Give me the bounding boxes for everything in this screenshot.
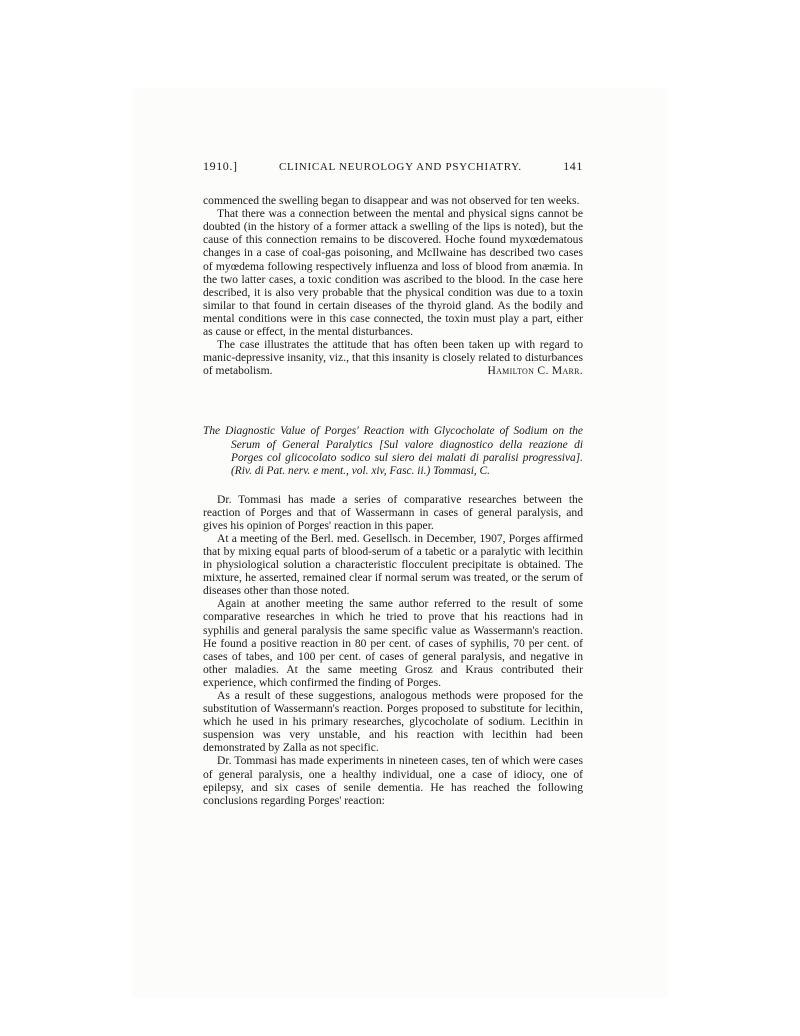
paragraph: Dr. Tommasi has made experiments in nineteen cases, ten of which were cases of general paralysis, one a healthy individual, one a case of idiocy, one of epilepsy, and six cases of senile dementia. He has reached the following conclusions regarding Porges' reaction:: [203, 754, 583, 807]
paragraph: commenced the swelling began to disappear and was not observed for ten weeks.: [203, 194, 580, 208]
author-signature: Hamilton C. Marr.: [487, 364, 583, 378]
page-content: [203, 160, 583, 807]
article-body: [203, 493, 583, 807]
paragraph: Again at another meeting the same author referred to the result of some comparative researches in which he tried to prove that his reactions had in syphilis and general paralysis the same specific value as Wassermann's reaction. He found a positive reaction in 80 per cent. of cases of syphilis, 70 per cent. of cases of tabes, and 100 per cent. of cases of general paralysis, and negative in other maladies. At the same meeting Grosz and Kraus contributed their experience, which confirmed the finding of Porges.: [203, 597, 583, 689]
paragraph: At a meeting of the Berl. med. Gesellsch. in December, 1907, Porges affirmed that by mixing equal parts of blood-serum of a tabetic or a paralytic with lecithin in physiological solution a characteristic flocculent precipitate is obtained. The mixture, he asserted, remained clear if normal serum was treated, or the serum of diseases other than those noted.: [203, 531, 583, 598]
running-header: [203, 160, 583, 174]
article-author: Tommasi, C.: [433, 465, 490, 478]
paragraph-text: The case illustrates the attitude that has often been taken up with regard to manic-depressive insanity, viz., that this insanity is closely related to disturbances of metabolism.: [203, 338, 583, 378]
paragraph: As a result of these suggestions, analogous methods were proposed for the substitution of Wassermann's reaction. Porges proposed to substitute for lecithin, which he used in his primary researches, glycocholate of sodium. Lecithin in suspension was very unstable, and his reaction with lecithin had been demonstrated by Zalla as not specific.: [203, 689, 583, 755]
paragraph: Dr. Tommasi has made a series of comparative researches between the reaction of Porges and that of Wassermann in cases of general paralysis, and gives his opinion of Porges' reaction in this paper.: [203, 492, 583, 532]
paragraph: That there was a connection between the mental and physical signs cannot be doubted (in the history of a former attack a swelling of the lips is noted), but the cause of this connection remains to be discovered. Hoche found myxœdematous changes in a case of coal-gas poisoning, and McIlwaine has described two cases of myœdema following respectively influenza and loss of blood from anæmia. In the two latter cases, a toxic condition was ascribed to the blood. In the case here described, it is also very probable that the physical condition was due to a toxin similar to that found in certain diseases of the thyroid gland. As the bodily and mental conditions were in this case connected, the toxin must play a part, either as cause or effect, in the mental disturbances.: [203, 207, 583, 339]
header-title: CLINICAL NEUROLOGY AND PSYCHIATRY.: [279, 161, 522, 173]
paragraph: [203, 338, 583, 377]
article-source: (Riv. di Pat. nerv. e ment., vol. xiv, Fasc. ii.): [231, 465, 431, 478]
article-title: The Diagnostic Value of Porges' Reaction with Glycocholate of Sodium on the Serum of General Paralytics: [203, 425, 583, 451]
header-year: 1910.]: [203, 159, 238, 173]
article-heading: [203, 425, 583, 478]
header-page-number: 141: [563, 159, 583, 173]
article-original-title: [Sul valore diagnostico della reazione di Porges col glicocolato sodico sul siero dei malati di paralisi progressiva].: [231, 438, 583, 464]
